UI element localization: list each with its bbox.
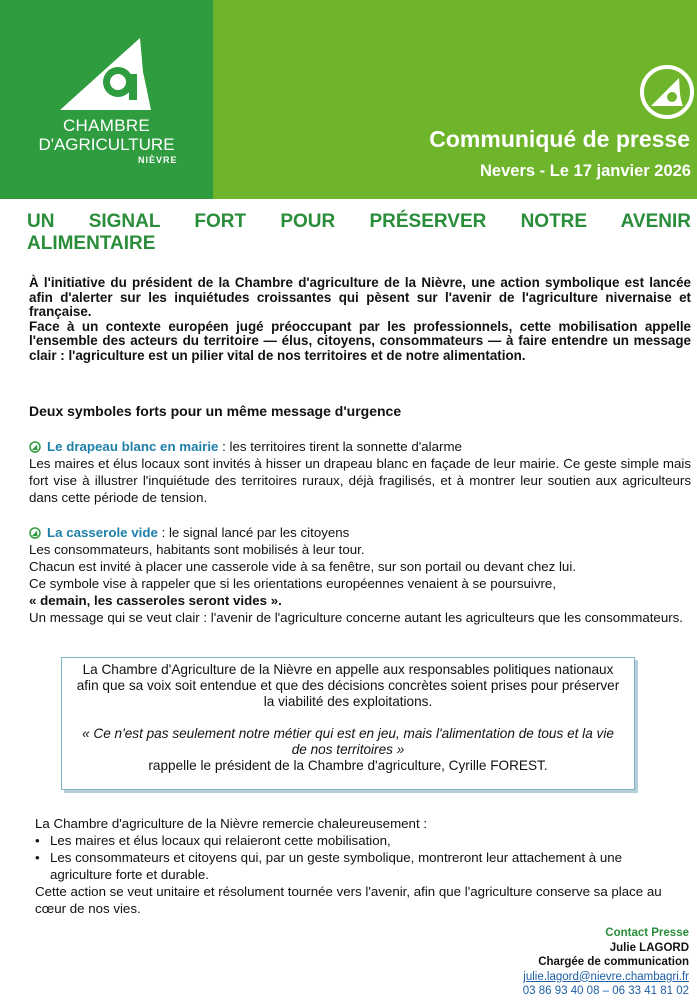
symbol-1-title: Le drapeau blanc en mairie — [47, 439, 219, 454]
thanks-list — [35, 832, 675, 883]
chamber-logo-icon — [55, 30, 155, 112]
page-title: UN SIGNAL FORT POUR PRÉSERVER NOTRE AVENIR ALIMENTAIRE — [27, 211, 691, 254]
symbol-2-line1: Les consommateurs, habitants sont mobilisés à leur tour. — [29, 542, 365, 557]
contact-email-link[interactable]: julie.lagord@nievre.chambagri.fr — [523, 970, 689, 983]
symbol-empty-pan — [29, 524, 691, 626]
thanks-closing: Cette action se veut unitaire et résolument tournée vers l'avenir, afin que l'agriculture conserve sa place au cœur de nos vies. — [35, 884, 662, 916]
symbol-2-title: La casserole vide — [47, 525, 158, 540]
list-item: • Les consommateurs et citoyens qui, par un geste symbolique, montreront leur attachement à une agriculture forte et durable. — [50, 849, 675, 883]
thanks-intro: La Chambre d'agriculture de la Nièvre remercie chaleureusement : — [35, 816, 428, 831]
chamber-mark-icon — [639, 64, 695, 120]
intro-paragraph-2: Face à un contexte européen jugé préoccupant par les professionnels, cette mobilisation appelle l'ensemble des acteurs du territoire — élus, citoyens, consommateurs — à faire entendre un message clair : l'agriculture est un pilier vital de nos territoires et de notre alimentation. — [29, 318, 691, 363]
thanks-section — [35, 815, 675, 917]
symbol-1-body: Les maires et élus locaux sont invités à hisser un drapeau blanc en façade de leur mairie. Ce geste simple mais fort vise à illustrer l'inquiétude des territoires ruraux, déjà fragilisés, et à montrer leur soutien aux agriculteurs dans cette période de tension. — [29, 456, 691, 505]
symbol-1-tagline: : les territoires tirent la sonnette d'alarme — [218, 439, 462, 454]
symbol-2-line3: Ce symbole vise à rappeler que si les orientations européennes venaient à se poursuivre, — [29, 576, 557, 591]
section-heading: Deux symboles forts pour un même message d'urgence — [29, 403, 402, 419]
intro — [29, 276, 691, 363]
contact-title: Contact Presse — [605, 927, 689, 939]
symbol-2-line2: Chacun est invité à placer une casserole vide à sa fenêtre, sur son portail ou devant chez lui. — [29, 559, 576, 574]
quote-attribution: rappelle le président de la Chambre d'agriculture, Cyrille FOREST. — [148, 758, 548, 773]
contact-name: Julie LAGORD — [609, 941, 689, 954]
list-item: • Les maires et élus locaux qui relaieront cette mobilisation, — [50, 832, 675, 849]
logo-text-line3: NIÈVRE — [138, 155, 178, 165]
header-band — [0, 0, 697, 199]
place-date: Nevers - Le 17 janvier 2026 — [480, 162, 691, 180]
symbol-2-tagline: : le signal lancé par les citoyens — [157, 525, 350, 540]
doc-type: Communiqué de presse — [429, 126, 690, 152]
logo-text-line1: CHAMBRE — [62, 116, 151, 135]
symbol-2-slogan: « demain, les casseroles seront vides ». — [29, 593, 282, 608]
quote-text: « Ce n'est pas seulement notre métier qui est en jeu, mais l'alimentation de tous et la vie de nos territoires » — [82, 726, 614, 757]
intro-paragraph-1: À l'initiative du président de la Chambre d'agriculture de la Nièvre, une action symbolique est lancée afin d'alerter sur les inquiétudes croissantes qui pèsent sur l'avenir de l'agriculture nivernaise et française. — [29, 275, 691, 319]
symbol-2-line4: Un message qui se veut clair : l'avenir de l'agriculture concerne autant les agriculteurs que les consommateurs. — [29, 610, 683, 625]
chamber-bullet-icon — [29, 527, 41, 539]
quote-box — [61, 657, 635, 790]
contact-role: Chargée de communication — [538, 956, 689, 968]
quote-appeal: La Chambre d'Agriculture de la Nièvre en appelle aux responsables politiques nationaux afin que sa voix soit entendue et que des décisions concrètes soient prises pour préserver la viabilité des exploitations. — [76, 662, 620, 709]
logo-text-line2: D'AGRICULTURE — [38, 135, 175, 154]
chamber-logo — [0, 0, 213, 199]
contact-phone: 03 86 93 40 08 – 06 33 41 81 02 — [522, 985, 689, 997]
symbol-white-flag — [29, 438, 691, 506]
chamber-bullet-icon — [29, 441, 41, 453]
press-contact — [523, 926, 689, 999]
